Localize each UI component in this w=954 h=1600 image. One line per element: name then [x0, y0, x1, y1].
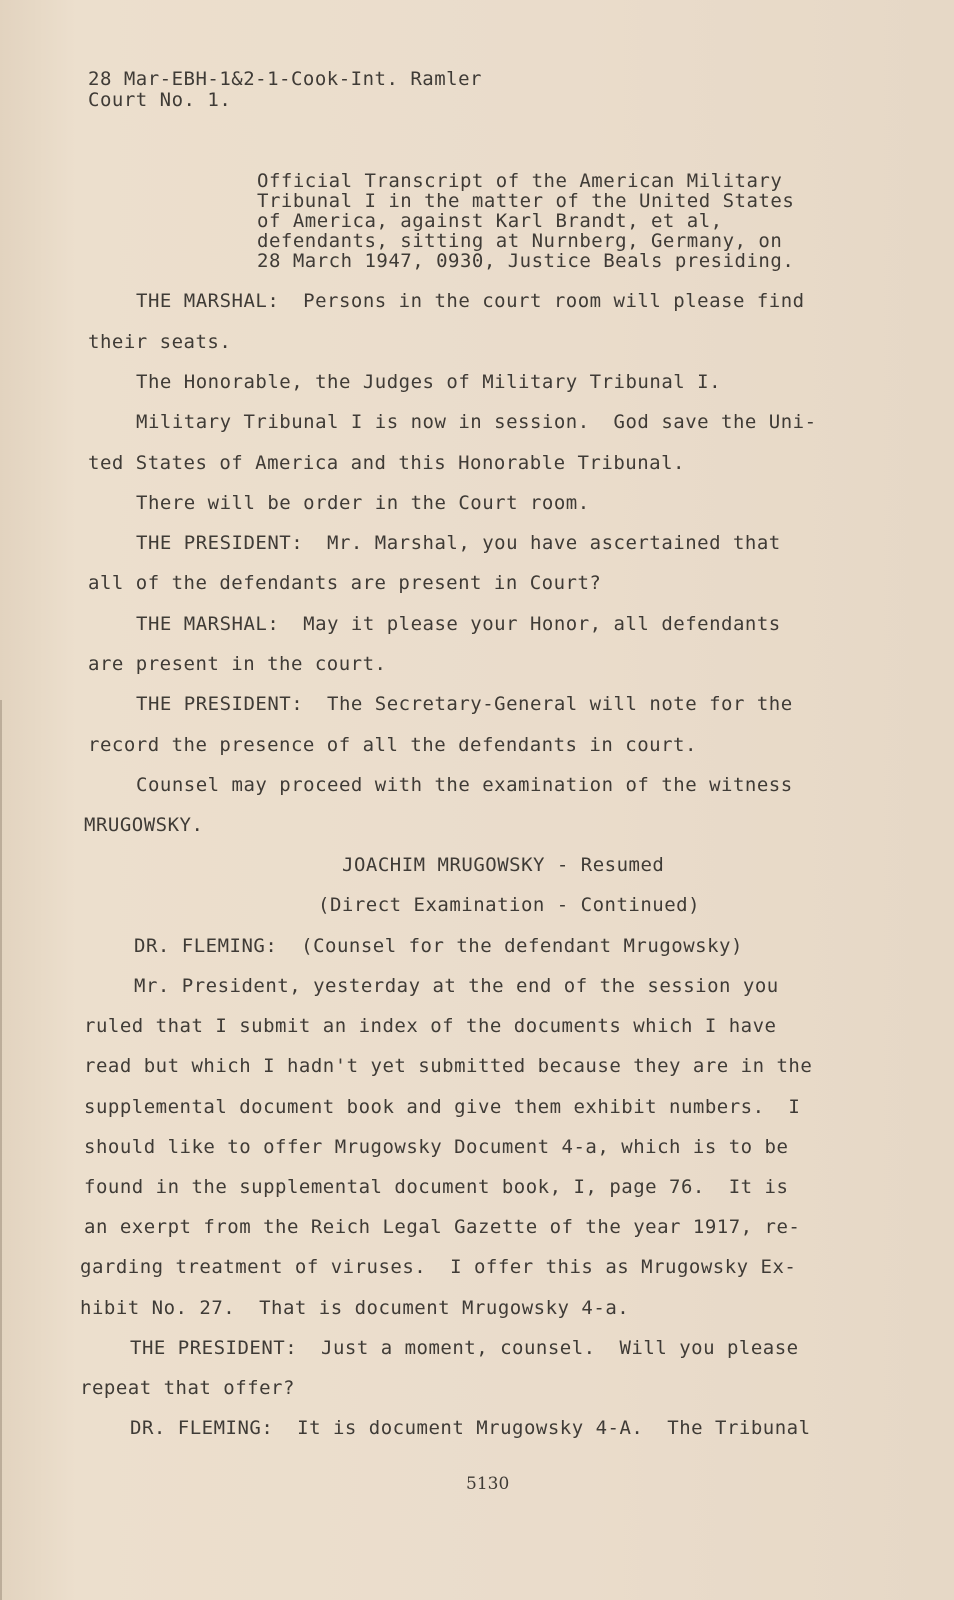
- page-number: 5130: [466, 1474, 510, 1494]
- transcript-line: an exerpt from the Reich Legal Gazette of the year 1917, re-: [84, 1216, 801, 1238]
- transcript-line: ted States of America and this Honorable Tribunal.: [88, 452, 685, 474]
- transcript-line: all of the defendants are present in Court?: [88, 572, 602, 594]
- transcript-line: THE PRESIDENT: The Secretary-General will note for the: [136, 693, 793, 715]
- transcript-line: their seats.: [88, 331, 232, 353]
- caption-line: defendants, sitting at Nurnberg, Germany, on: [257, 230, 783, 252]
- torn-edge: [0, 700, 32, 1600]
- transcript-line: hibit No. 27. That is document Mrugowsky 4-a.: [80, 1297, 630, 1319]
- transcript-line: ruled that I submit an index of the documents which I have: [84, 1015, 777, 1037]
- caption-line: 28 March 1947, 0930, Justice Beals presiding.: [257, 250, 795, 272]
- transcript-line: DR. FLEMING: (Counsel for the defendant Mrugowsky): [134, 935, 743, 957]
- transcript-line: THE PRESIDENT: Mr. Marshal, you have ascertained that: [136, 532, 781, 554]
- header-line-2: Court No. 1.: [88, 89, 232, 111]
- caption-line: Tribunal I in the matter of the United States: [257, 190, 795, 212]
- transcript-line: There will be order in the Court room.: [136, 492, 590, 514]
- transcript-line: Counsel may proceed with the examination of the witness: [136, 774, 793, 796]
- transcript-line: THE MARSHAL: May it please your Honor, all defendants: [136, 613, 781, 635]
- transcript-line: found in the supplemental document book, I, page 76. It is: [84, 1176, 789, 1198]
- transcript-line: record the presence of all the defendants in court.: [88, 734, 697, 756]
- witness-heading: JOACHIM MRUGOWSKY - Resumed: [342, 854, 665, 876]
- transcript-line: supplemental document book and give them exhibit numbers. I: [84, 1096, 801, 1118]
- transcript-line: MRUGOWSKY.: [84, 814, 204, 836]
- transcript-line: garding treatment of viruses. I offer this as Mrugowsky Ex-: [80, 1256, 797, 1278]
- transcript-line: THE MARSHAL: Persons in the court room will please find: [136, 290, 805, 312]
- transcript-line: DR. FLEMING: It is document Mrugowsky 4-A. The Tribunal: [130, 1417, 811, 1439]
- transcript-line: are present in the court.: [88, 653, 387, 675]
- examination-heading: (Direct Examination - Continued): [318, 894, 701, 916]
- transcript-line: repeat that offer?: [80, 1377, 295, 1399]
- caption-line: Official Transcript of the American Military: [257, 170, 783, 192]
- transcript-line: Military Tribunal I is now in session. God save the Uni-: [136, 411, 817, 433]
- header-line-1: 28 Mar-EBH-1&2-1-Cook-Int. Ramler: [88, 68, 482, 90]
- transcript-line: THE PRESIDENT: Just a moment, counsel. Will you please: [130, 1337, 799, 1359]
- caption-line: of America, against Karl Brandt, et al,: [257, 210, 723, 232]
- transcript-line: read but which I hadn't yet submitted because they are in the: [84, 1055, 813, 1077]
- transcript-line: should like to offer Mrugowsky Document 4-a, which is to be: [84, 1136, 789, 1158]
- transcript-line: Mr. President, yesterday at the end of the session you: [134, 975, 779, 997]
- transcript-line: The Honorable, the Judges of Military Tribunal I.: [136, 371, 722, 393]
